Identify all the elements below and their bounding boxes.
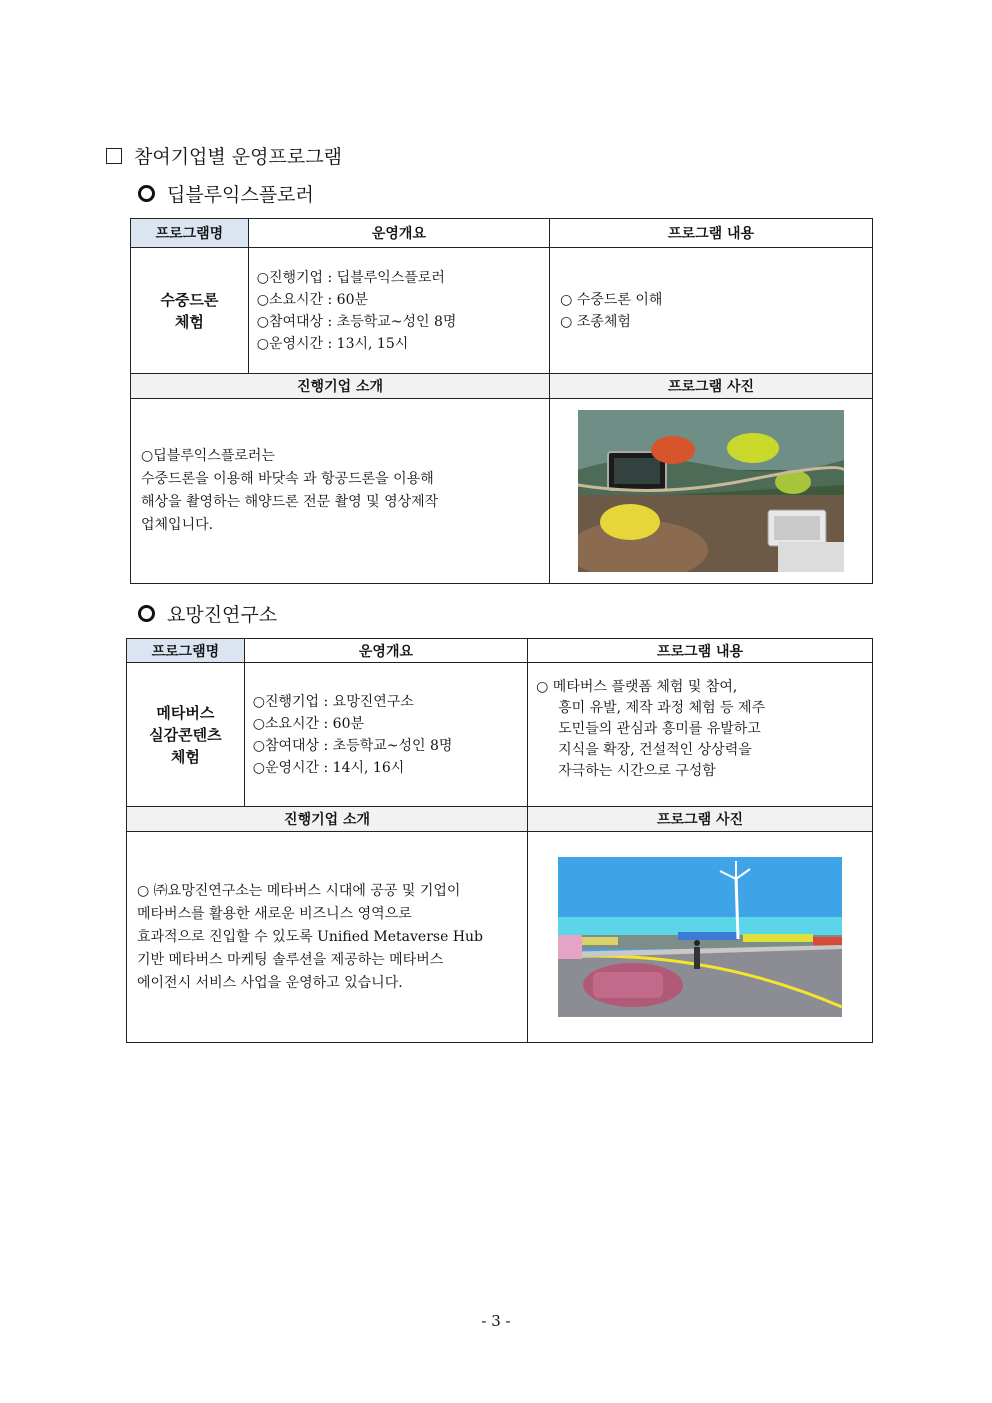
overview-list: ○진행기업 : 요망진연구소 ○소요시간 : 60분 ○참여대상 : 초등학교~성인 8명 ○운영시간 : 14시, 16시 — [244, 663, 527, 807]
intro-header: 진행기업 소개 — [127, 807, 528, 832]
header-overview: 운영개요 — [248, 219, 549, 248]
header-program-name: 프로그램명 — [127, 639, 245, 663]
company-intro: ○ ㈜요망진연구소는 메타버스 시대에 공공 및 기업이 메타버스를 활용한 새로운 비즈니스 영역으로 효과적으로 진입할 수 있도록 Unified Metaverse Hub 기반 메타버스 마케팅 솔루션을 제공하는 메타버스 에이전시 서비스 사업을 운영하고 있습니다. — [127, 832, 528, 1043]
header-program-name: 프로그램명 — [131, 219, 249, 248]
metaverse-photo — [558, 857, 842, 1017]
program-name: 메타버스 실감콘텐츠 체험 — [127, 663, 245, 807]
circle-bullet-icon — [138, 605, 155, 622]
header-content: 프로그램 내용 — [550, 219, 873, 248]
header-overview: 운영개요 — [244, 639, 527, 663]
page-number: - 3 - — [481, 1312, 511, 1330]
program-name: 수중드론 체험 — [131, 248, 249, 374]
company2-table — [126, 638, 873, 1043]
photo-header: 프로그램 사진 — [550, 374, 873, 399]
header-content: 프로그램 내용 — [528, 639, 873, 663]
overview-list: ○진행기업 : 딥블루익스플로러 ○소요시간 : 60분 ○참여대상 : 초등학교~성인 8명 ○운영시간 : 13시, 15시 — [248, 248, 549, 374]
circle-bullet-icon — [138, 185, 155, 202]
drone-photo — [578, 410, 844, 572]
program-photo-cell — [528, 832, 873, 1043]
company-intro: ○딥블루익스플로러는 수중드론을 이용해 바닷속 과 항공드론을 이용해 해상을 촬영하는 해양드론 전문 촬영 및 영상제작 업체입니다. — [131, 399, 550, 584]
content-list: ○ 메타버스 플랫폼 체험 및 참여, 흥미 유발, 제작 과정 체험 등 제주 도민들의 관심과 흥미를 유발하고 지식을 확장, 건설적인 상상력을 자극하는 시간으로 구성함 — [528, 663, 873, 807]
section-title: 참여기업별 운영프로그램 — [106, 142, 342, 169]
company1-table — [130, 218, 873, 584]
intro-header: 진행기업 소개 — [131, 374, 550, 399]
content-list: ○ 수중드론 이해 ○ 조종체험 — [550, 248, 873, 374]
program-photo-cell — [550, 399, 873, 584]
photo-header: 프로그램 사진 — [528, 807, 873, 832]
company2-heading: 요망진연구소 — [138, 600, 277, 627]
checkbox-icon — [106, 148, 122, 164]
company1-heading: 딥블루익스플로러 — [138, 180, 314, 207]
